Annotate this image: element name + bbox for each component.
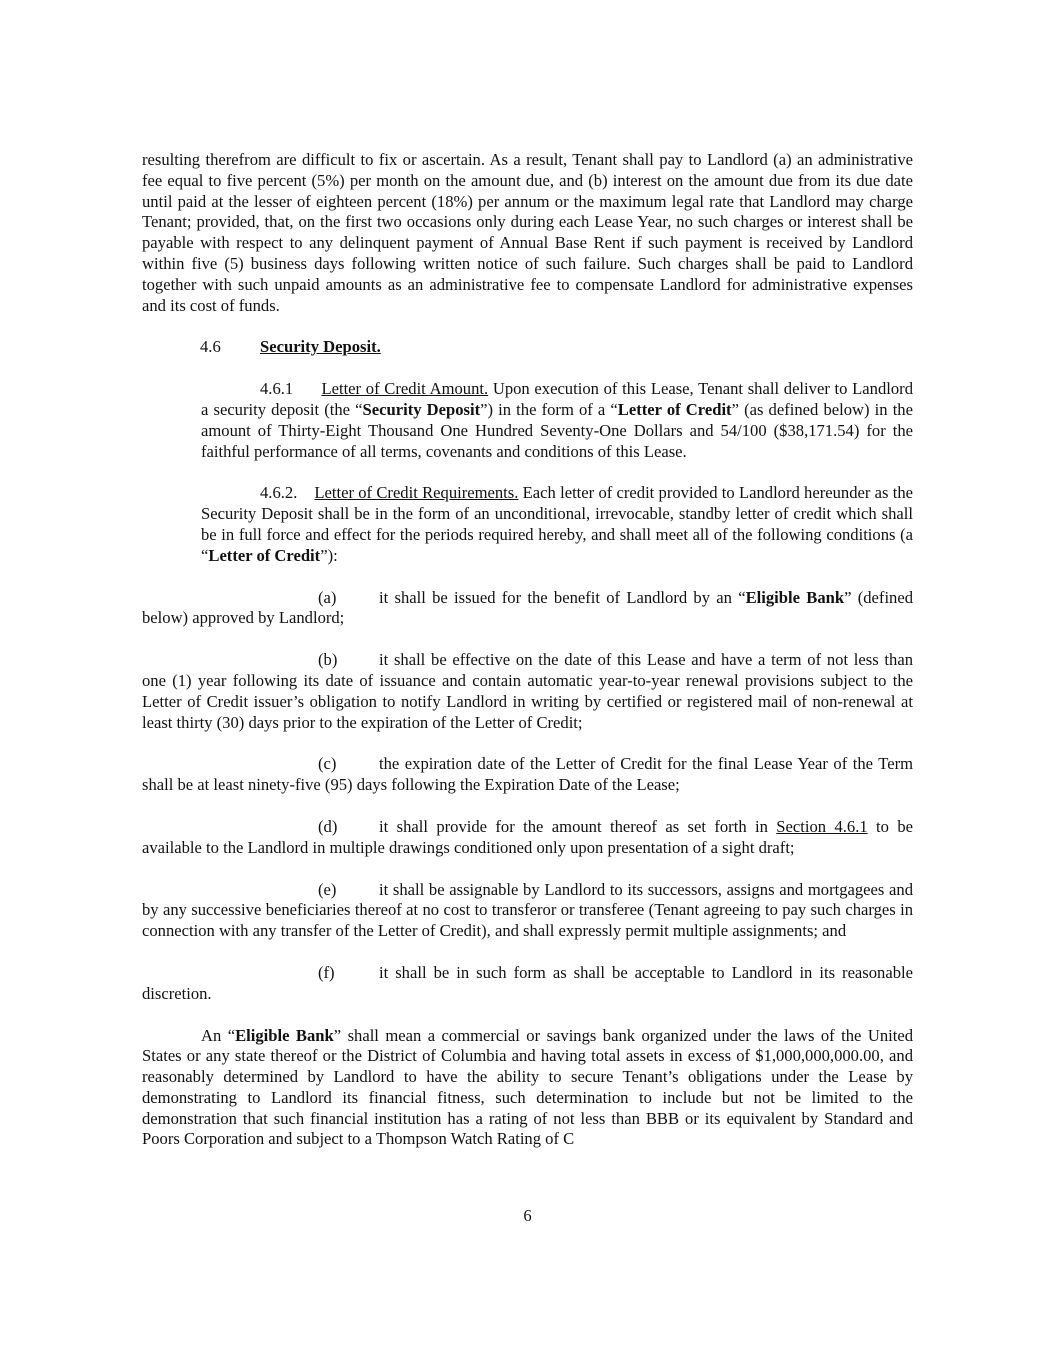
text: it shall be effective on the date of this Lease and have a term of not less than one (1) year following its date of issuance and contain automatic year-to-year renewal provisions subject to the Letter of Credit issuer’s obligation to notify Landlord in writing by certified or registered mail of non-renewal at least thirty (30) days prior to the expiration of the Letter of Credit; (142, 650, 913, 732)
section-title: Letter of Credit Requirements. (314, 483, 519, 503)
item-label: (a) (318, 587, 337, 607)
text: ” (as defined below) in the amount of Thirty-Eight Thousand One Hundred Seventy-One Dollars and 54/100 ($38,171.54) for the faithful performance of all terms, covenants and conditions of this Lease. (201, 399, 913, 461)
document-body (142, 150, 913, 1150)
text: An “ (201, 1025, 236, 1045)
text: ”) in the form of a “ (480, 399, 618, 419)
text: to be available to the Landlord in multiple drawings conditioned only upon presentation of a sight draft; (142, 816, 913, 857)
text: Each letter of credit provided to Landlord hereunder as the Security Deposit shall be in the form of an unconditional, irrevocable, standby letter of credit which shall be in full force and effect for the periods required hereby, and shall meet all of the following conditions (a “ (201, 483, 914, 565)
condition-d (142, 817, 913, 859)
item-label: (c) (318, 754, 337, 774)
paragraph-eligible-bank (142, 1026, 913, 1151)
section-4-6-heading (142, 337, 913, 358)
paragraph-late-charges: resulting therefrom are difficult to fix or ascertain. As a result, Tenant shall pay to Landlord (a) an administrative fee equal to five percent (5%) per month on the amount due, and (b) interest on the amount due from its due date until paid at the lesser of eighteen percent (18%) per annum or the maximum legal rate that Landlord may charge Tenant; provided, that, on the first two occasions only during each Lease Year, no such charges or interest shall be payable with respect to any delinquent payment of Annual Base Rent if such payment is received by Landlord within five (5) business days following written notice of such failure. Such charges shall be paid to Landlord together with such unpaid amounts as an administrative fee to compensate Landlord for administrative expenses and its cost of funds. (142, 150, 913, 315)
page-number: 6 (523, 1206, 532, 1225)
text: it shall be assignable by Landlord to its successors, assigns and mortgagees and by any successive beneficiaries thereof at no cost to transferor or transferee (Tenant agreeing to pay such charges in connection with any transfer of the Letter of Credit), and shall expressly permit multiple assignments; and (142, 879, 913, 941)
condition-c (142, 754, 913, 796)
text: Upon execution of this Lease, Tenant shall deliver to Landlord a security deposit (the “ (201, 379, 913, 419)
condition-f (142, 963, 913, 1005)
section-reference: Section 4.6.1 (776, 816, 868, 836)
section-title: Letter of Credit Amount. (321, 379, 489, 399)
defined-term: Letter of Credit (617, 399, 732, 419)
condition-a (142, 588, 913, 630)
text: the expiration date of the Letter of Credit for the final Lease Year of the Term shall be at least ninety-five (95) days following the Expiration Date of the Lease; (142, 754, 913, 795)
text: ” shall mean a commercial or savings bank organized under the laws of the United States or any state thereof or the District of Columbia and having total assets in excess of $1,000,000,000.00, and reasonably determined by Landlord to have the ability to secure Tenant’s obligations under the Lease by demonstrating to Landlord its financial fitness, such determination to include but not be limited to the demonstration that such financial institution has a rating of not less than BBB or its equivalent by Standard and Poors Corporation and subject to a Thompson Watch Rating of C (142, 1025, 914, 1149)
section-4-6-1 (201, 379, 913, 462)
defined-term: Eligible Bank (745, 587, 845, 607)
text: ” (defined below) approved by Landlord; (142, 587, 914, 628)
defined-term: Eligible Bank (235, 1025, 334, 1045)
section-number: 4.6.2. (260, 483, 298, 503)
text: it shall provide for the amount thereof as set forth in (379, 816, 777, 836)
section-number: 4.6 (200, 337, 221, 357)
section-title: Security Deposit. (260, 337, 381, 357)
condition-e (142, 880, 913, 942)
text: it shall be issued for the benefit of Landlord by an “ (379, 587, 746, 607)
text: it shall be in such form as shall be acceptable to Landlord in its reasonable discretion. (142, 962, 913, 1003)
defined-term: Security Deposit (362, 399, 481, 419)
item-label: (e) (318, 879, 337, 899)
section-4-6-2 (201, 483, 913, 566)
text: ”): (320, 545, 338, 565)
item-label: (d) (318, 816, 338, 836)
defined-term: Letter of Credit (208, 545, 321, 565)
item-label: (f) (318, 962, 335, 982)
item-label: (b) (318, 650, 338, 670)
condition-b (142, 650, 913, 733)
section-number: 4.6.1 (260, 379, 294, 399)
